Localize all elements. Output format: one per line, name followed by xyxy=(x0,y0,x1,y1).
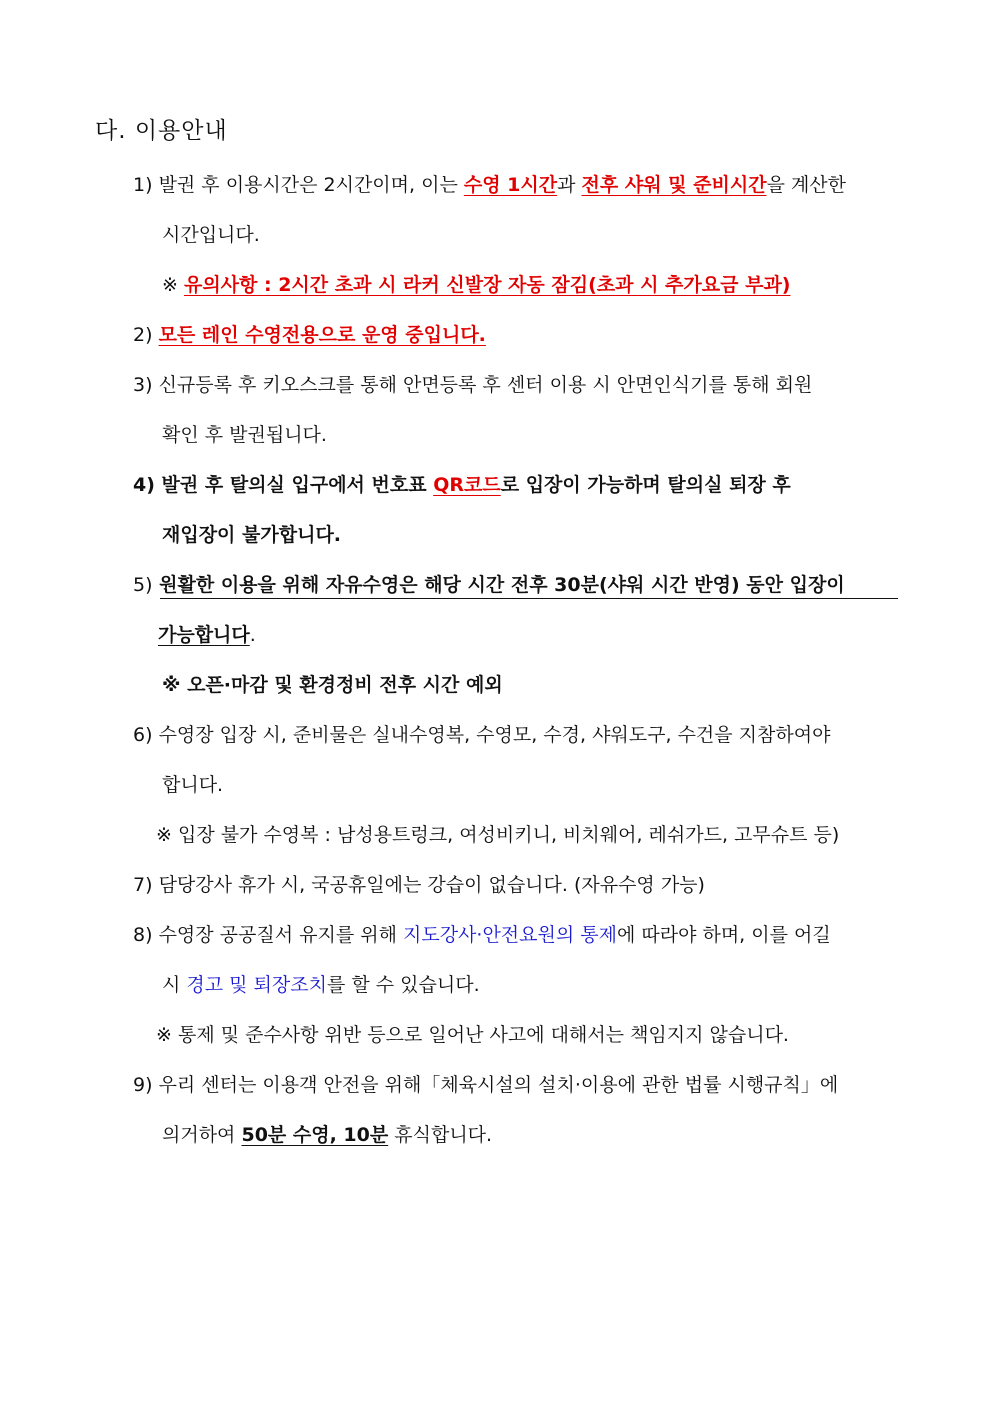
item-number: 2) xyxy=(133,324,153,346)
item-8-text: 수영장 공공질서 유지를 위해 xyxy=(158,924,403,946)
item-8-note: ※ 통제 및 준수사항 위반 등으로 일어난 사고에 대해서는 책임지지 않습니다. xyxy=(156,1024,789,1046)
item-6-text: 수영장 입장 시, 준비물은 실내수영복, 수영모, 수경, 샤워도구, 수건을 지참하여야 xyxy=(158,724,831,746)
item-1-note xyxy=(162,271,790,299)
item-8-highlight-warning: 경고 및 퇴장조치 xyxy=(186,974,327,996)
item-7-text: 담당강사 휴가 시, 국공휴일에는 강습이 없습니다. (자유수영 가능) xyxy=(158,874,705,896)
item-1-text: 발권 후 이용시간은 2시간이며, 이는 xyxy=(158,174,464,196)
item-9-text-2c: 휴식합니다. xyxy=(388,1124,493,1146)
item-8-line-1 xyxy=(133,921,831,949)
item-8-line-2 xyxy=(162,971,480,999)
item-2-text: 모든 레인 수영전용으로 운영 중입니다. xyxy=(158,324,486,346)
section-heading: 다. 이용안내 xyxy=(95,118,228,144)
item-6-line-1 xyxy=(133,721,830,749)
item-6-line-2: 합니다. xyxy=(162,774,224,796)
item-9-text: 우리 센터는 이용객 안전을 위해「체육시설의 설치·이용에 관한 법률 시행규칙」에 xyxy=(158,1074,839,1096)
item-4-text: 발권 후 탈의실 입구에서 번호표 xyxy=(161,474,434,496)
item-6-note: ※ 입장 불가 수영복 : 남성용트렁크, 여성비키니, 비치웨어, 레쉬가드, 고무슈트 등) xyxy=(156,824,840,846)
item-1-highlight-shower-prep: 전후 샤워 및 준비시간 xyxy=(581,174,767,196)
item-number: 4) xyxy=(133,474,155,496)
item-number: 1) xyxy=(133,174,153,196)
item-7 xyxy=(133,871,705,899)
item-9-line-1 xyxy=(133,1071,838,1099)
item-number: 5) xyxy=(133,574,153,596)
item-9-highlight-rest: 50분 수영, 10분 xyxy=(241,1124,389,1146)
item-4-qr-code: QR코드 xyxy=(433,474,501,496)
reference-mark: ※ xyxy=(162,274,184,296)
item-1-text-conj: 과 xyxy=(557,174,582,196)
item-4-line-2: 재입장이 불가합니다. xyxy=(162,524,342,546)
item-1-line-2: 시간입니다. xyxy=(162,224,260,246)
item-8-text-2a: 시 xyxy=(162,974,187,996)
item-8-text-end: 에 따라야 하며, 이를 어길 xyxy=(616,924,831,946)
item-4-line-1 xyxy=(133,471,791,499)
item-3-text: 신규등록 후 키오스크를 통해 안면등록 후 센터 이용 시 안면인식기를 통해 회원 xyxy=(158,374,813,396)
item-5-underline xyxy=(160,598,898,599)
item-3-line-2: 확인 후 발권됩니다. xyxy=(162,424,327,446)
item-number: 7) xyxy=(133,874,153,896)
item-number: 9) xyxy=(133,1074,153,1096)
item-1-line-1 xyxy=(133,171,846,199)
item-number: 6) xyxy=(133,724,153,746)
item-2 xyxy=(133,321,486,349)
item-8-text-2c: 를 할 수 있습니다. xyxy=(326,974,480,996)
item-5-period: . xyxy=(249,624,256,646)
item-number: 3) xyxy=(133,374,153,396)
item-9-text-2a: 의거하여 xyxy=(162,1124,242,1146)
item-5-text-2: 가능합니다 xyxy=(158,624,250,646)
item-3-line-1 xyxy=(133,371,812,399)
item-1-text-end: 을 계산한 xyxy=(766,174,847,196)
item-5-note: ※ 오픈·마감 및 환경정비 전후 시간 예외 xyxy=(162,674,503,696)
item-5-text: 원활한 이용을 위해 자유수영은 해당 시간 전후 30분(샤워 시간 반영) 동안 입장이 xyxy=(159,574,845,596)
item-5-line-1 xyxy=(133,571,845,599)
item-5-line-2 xyxy=(158,621,256,649)
item-8-highlight-control: 지도강사·안전요원의 통제 xyxy=(402,924,617,946)
item-number: 8) xyxy=(133,924,153,946)
item-9-line-2 xyxy=(162,1121,492,1149)
item-1-highlight-swim-hour: 수영 1시간 xyxy=(463,174,558,196)
item-1-note-text: 유의사항 : 2시간 초과 시 라커 신발장 자동 잠김(초과 시 추가요금 부과) xyxy=(183,274,791,296)
item-4-text-end: 로 입장이 가능하며 탈의실 퇴장 후 xyxy=(500,474,791,496)
